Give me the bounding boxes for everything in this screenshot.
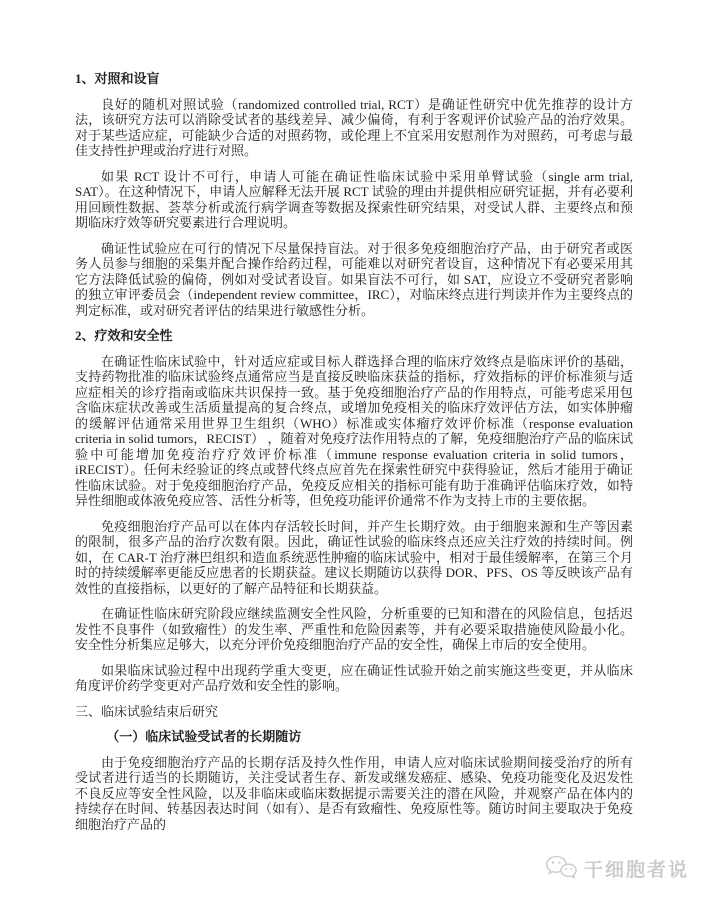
paragraph-blinding-irc: 确证性试验应在可行的情况下尽量保持盲法。对于很多免疫细胞治疗产品，由于研究者或医务人员参与细胞的采集并配合操作给药过程，可能难以对研究者设盲，这种情况下有必要采用其它方法降低试验的偏倚，例如对受试者设盲。如果盲法不可行，如 SAT，应设立不受研究者影响的独立审评委员会（independent review committee，IRC），对临床终点进行判读并作为主要终点的判定标准，或对研究者评估的结果进行敏感性分析。 xyxy=(75,240,633,318)
wechat-icon xyxy=(545,854,577,882)
paragraph-endpoints-recist: 在确证性临床试验中，针对适应症或目标人群选择合理的临床疗效终点是临床评价的基础，支持药物批准的临床试验终点通常应当是直接反映临床获益的指标，疗效指标的评价标准须与适应症相关的诊疗指南或临床共识保持一致。基于免疫细胞治疗产品的作用特点，可能考虑采用包含临床症状改善或生活质量提高的复合终点，或增加免疫相关的临床疗效评估方法，如实体肿瘤的缓解评估通常采用世界卫生组织（WHO）标准或实体瘤疗效评价标准（response evaluation criteria in solid tumors，RECIST） ，随着对免疫疗法作用特点的了解，免疫细胞治疗产品的临床试验中可能增加免疫治疗疗效评价标准（immune response evaluation criteria in solid tumors，iRECIST）。任何未经验证的终点或替代终点应首先在探索性研究中获得验证，然后才能用于确证性临床试验。对于免疫细胞治疗产品，免疫反应相关的指标可能有助于准确评估临床疗效，如特异性细胞或体液免疫应答、活性分析等，但免疫功能评价通常不作为支持上市的主要依据。 xyxy=(75,353,633,508)
paragraph-single-arm-trial: 如果 RCT 设计不可行，申请人可能在确证性临床试验中采用单臂试验（single arm trial, SAT）。在这种情况下，申请人应解释无法开展 RCT 试验的理由并提供相应研究证据，并有必要利用回顾性数据、荟萃分析或流行病学调查等数据及探索性研究结果，对受试人群、主要终点和预期临床疗效等研究要素进行合理说明。 xyxy=(75,168,633,230)
watermark xyxy=(545,853,689,883)
paragraph-safety-monitoring: 在确证性临床研究阶段应继续监测安全性风险，分析重要的已知和潜在的风险信息，包括迟发性不良事件（如致瘤性）的发生率、严重性和危险因素等，并有必要采取措施使风险最小化。安全性分析集应足够大，以充分评价免疫细胞治疗产品的安全性，确保上市后的安全使用。 xyxy=(75,606,633,652)
heading-post-trial-research: 三、临床试验结束后研究 xyxy=(75,703,219,719)
heading-control-and-blinding: 1、对照和设盲 xyxy=(75,71,160,86)
paragraph-cart-long-term: 免疫细胞治疗产品可以在体内存活较长时间，并产生长期疗效。由于细胞来源和生产等因素的限制，很多产品的治疗次数有限。因此，确证性试验的临床终点还应关注疗效的持续时间。例如，在 CAR-T 治疗淋巴组织和造血系统恶性肿瘤的临床试验中，相对于最佳缓解率，在第三个月时的持续缓解率更能反应患者的长期获益。建议长期随访以获得 DOR、PFS、OS 等反映该产品有效性的直接指标，以更好的了解产品特征和长期获益。 xyxy=(75,518,633,596)
document-body xyxy=(75,71,633,842)
paragraph-follow-up-detail: 由于免疫细胞治疗产品的长期存活及持久性作用，申请人应对临床试验期间接受治疗的所有受试者进行适当的长期随访，关注受试者生存、新发或继发癌症、感染、免疫功能变化及迟发性不良反应等安全性风险，以及非临床或临床数据提示需要关注的潜在风险，并观察产品在体内的持续存在时间、转基因表达时间（如有）、是否有致瘤性、免疫原性等。随访时间主要取决于免疫细胞治疗产品的 xyxy=(75,754,633,832)
paragraph-rct-design: 良好的随机对照试验（randomized controlled trial, RCT）是确证性研究中优先推荐的设计方法，该研究方法可以消除受试者的基线差异、减少偏倚，有利于客观评价试验产品的治疗效果。对于某些适应症，可能缺少合适的对照药物，或伦理上不宜采用安慰剂作为对照药，可考虑与最佳支持性护理或治疗进行对照。 xyxy=(75,96,633,158)
watermark-label: 干细胞者说 xyxy=(583,859,689,881)
paragraph-cmc-changes: 如果临床试验过程中出现药学重大变更，应在确证性试验开始之前实施这些变更，并从临床角度评价药学变更对产品疗效和安全性的影响。 xyxy=(75,662,633,693)
heading-long-term-follow-up: （一）临床试验受试者的长期随访 xyxy=(106,729,302,744)
heading-efficacy-safety: 2、疗效和安全性 xyxy=(75,328,173,343)
